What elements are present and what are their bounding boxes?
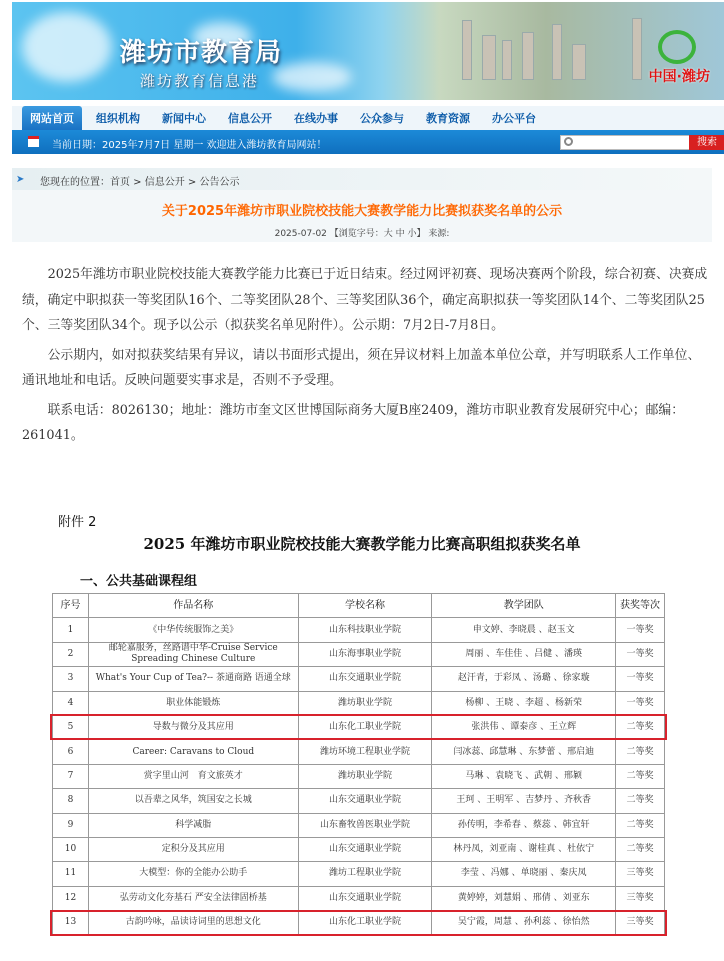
table-cell: 大模型：你的全能办公助手 [88, 862, 298, 886]
table-cell: 申文婷、李晓晨 、赵玉文 [432, 618, 616, 642]
breadcrumb-text[interactable]: 您现在的位置：首页 > 信息公开 > 公告公示 [40, 177, 240, 188]
table-cell: 潍坊工程职业学院 [298, 862, 432, 886]
table-cell: 二等奖 [616, 715, 665, 739]
table-cell: 山东海事职业学院 [298, 642, 432, 666]
table-cell: 5 [53, 715, 89, 739]
award-table [52, 593, 665, 935]
column-header: 学校名称 [298, 594, 432, 618]
search-icon [564, 137, 573, 146]
nav-public-participation[interactable]: 公众参与 [360, 112, 404, 125]
table-row [53, 667, 665, 691]
table-cell: 山东交通职业学院 [298, 886, 432, 910]
highlight-box-row-5 [50, 714, 667, 740]
paragraph: 联系电话：8026130；地址：潍坊市奎文区世博国际商务大厦B座2409，潍坊市职业教育发展研究中心；邮编：261041。 [22, 402, 685, 443]
group-heading: 一、公共基础课程组 [80, 574, 198, 589]
table-cell: 三等奖 [616, 886, 665, 910]
table-cell: 邮轮嘉服务，丝路谱中华-Cruise Service Spreading Chinese Culture [88, 642, 298, 666]
table-cell: 林丹凤，刘亚南 、谢桂真 、杜依宁 [432, 837, 616, 861]
table-cell: 山东交通职业学院 [298, 667, 432, 691]
site-subtitle: 潍坊教育信息港 [140, 72, 260, 90]
paragraph: 2025年潍坊市职业院校技能大赛教学能力比赛已于近日结束。经过网评初赛、现场决赛两个阶段，综合初赛、决赛成绩，确定中职拟获一等奖团队16个、二等奖团队28个、三等奖团队36个，确定高职拟获一等奖团队14个、二等奖团队25个、三等奖团队34个。现予以公示（拟获奖名单见附件）。公示期：7月2日-7月8日。 [22, 267, 708, 333]
table-cell: 2 [53, 642, 89, 666]
nav-online-services[interactable]: 在线办事 [294, 112, 338, 125]
article-meta: 2025-07-02 【浏览字号：大 中 小】 来源: [274, 229, 450, 239]
table-cell: 1 [53, 618, 89, 642]
table-cell: 定积分及其应用 [88, 837, 298, 861]
table-cell: 山东交通职业学院 [298, 789, 432, 813]
table-cell: 三等奖 [616, 911, 665, 935]
table-cell: 弘劳动文化夯基石 严安全法律固桥基 [88, 886, 298, 910]
table-row [53, 789, 665, 813]
table-cell: 二等奖 [616, 764, 665, 788]
column-header: 序号 [53, 594, 89, 618]
city-logo-text: 中国·潍坊 [648, 69, 710, 85]
table-cell: 二等奖 [616, 837, 665, 861]
table-cell: 一等奖 [616, 618, 665, 642]
table-cell: 张洪伟 、谭泰彦 、王立辉 [432, 715, 616, 739]
location-icon: ➤ [16, 174, 25, 185]
table-cell: 8 [53, 789, 89, 813]
table-cell: 潍坊环境工程职业学院 [298, 740, 432, 764]
article-body [22, 262, 712, 449]
table-cell: 一等奖 [616, 691, 665, 715]
table-cell: What's Your Cup of Tea?-- 茶通商路 语通全球 [88, 667, 298, 691]
table-cell: 杨柳 、王晓 、李超 、杨新荣 [432, 691, 616, 715]
table-cell: 二等奖 [616, 740, 665, 764]
table-cell: 马琳 、袁晓飞 、武朝 、邢颖 [432, 764, 616, 788]
site-title: 潍坊市教育局 [120, 38, 283, 68]
table-cell: 黄婷婷，刘慧娟 、邢倩 、刘亚东 [432, 886, 616, 910]
table-cell: 山东化工职业学院 [298, 911, 432, 935]
table-cell: 古韵吟咏，品读诗词里的思想文化 [88, 911, 298, 935]
table-cell: 潍坊职业学院 [298, 691, 432, 715]
search-input[interactable] [560, 135, 690, 150]
column-header: 教学团队 [432, 594, 616, 618]
table-cell: 一等奖 [616, 667, 665, 691]
table-row [53, 837, 665, 861]
table-cell: 赵汗青，于彩凤 、汤璐 、徐家璇 [432, 667, 616, 691]
nav-organization[interactable]: 组织机构 [96, 112, 140, 125]
nav-office-platform[interactable]: 办公平台 [492, 112, 536, 125]
info-bar [12, 130, 724, 154]
table-cell: 科学减脂 [88, 813, 298, 837]
table-row [53, 691, 665, 715]
calendar-icon [28, 136, 39, 147]
table-cell: 10 [53, 837, 89, 861]
site-banner [12, 2, 724, 100]
table-cell: 周丽 、车佳佳 、吕健 、潘瑛 [432, 642, 616, 666]
table-cell: 三等奖 [616, 862, 665, 886]
table-cell: Career: Caravans to Cloud [88, 740, 298, 764]
table-cell: 山东畜牧兽医职业学院 [298, 813, 432, 837]
main-nav [12, 106, 724, 130]
search-button[interactable]: 搜索 [689, 135, 724, 150]
table-row [53, 740, 665, 764]
table-cell: 闫冰蕊、邱慧琳 、东梦蕾 、邢启迪 [432, 740, 616, 764]
table-cell: 职业体能锻炼 [88, 691, 298, 715]
table-cell: 二等奖 [616, 813, 665, 837]
table-cell: 山东交通职业学院 [298, 837, 432, 861]
paragraph: 公示期内，如对拟获奖结果有异议，请以书面形式提出，须在异议材料上加盖本单位公章，并写明联系人工作单位、通讯地址和电话。反映问题要实事求是，否则不予受理。 [22, 347, 701, 388]
table-cell: 山东科技职业学院 [298, 618, 432, 642]
table-row [53, 618, 665, 642]
table-cell: 13 [53, 911, 89, 935]
nav-news[interactable]: 新闻中心 [162, 112, 206, 125]
table-cell: 12 [53, 886, 89, 910]
column-header: 作品名称 [88, 594, 298, 618]
table-cell: 王珂 、王明军 、吉梦丹 、齐秋香 [432, 789, 616, 813]
table-cell: 7 [53, 764, 89, 788]
table-cell: 导数与微分及其应用 [88, 715, 298, 739]
table-cell: 山东化工职业学院 [298, 715, 432, 739]
table-cell: 4 [53, 691, 89, 715]
nav-edu-resources[interactable]: 教育资源 [426, 112, 470, 125]
table-cell: 潍坊职业学院 [298, 764, 432, 788]
table-cell: 6 [53, 740, 89, 764]
table-cell: 赏字里山河 育文旅英才 [88, 764, 298, 788]
table-cell: 9 [53, 813, 89, 837]
nav-home[interactable]: 网站首页 [22, 106, 82, 130]
column-header: 获奖等次 [616, 594, 665, 618]
table-cell: 二等奖 [616, 789, 665, 813]
article-header [12, 190, 712, 242]
table-cell: 一等奖 [616, 642, 665, 666]
table-cell: 以吾辈之风华，筑国安之长城 [88, 789, 298, 813]
table-row [53, 813, 665, 837]
nav-info-disclosure[interactable]: 信息公开 [228, 112, 272, 125]
table-cell: 11 [53, 862, 89, 886]
highlight-box-row-13 [50, 910, 667, 936]
city-logo-icon [658, 30, 696, 64]
table-row [53, 862, 665, 886]
table-row [53, 764, 665, 788]
table-cell: 《中华传统服饰之美》 [88, 618, 298, 642]
annex-label: 附件 2 [58, 515, 97, 530]
table-row [53, 642, 665, 666]
table-cell: 吴宁霞，周慧 、孙利蕊 、徐怡然 [432, 911, 616, 935]
article-title: 关于2025年潍坊市职业院校技能大赛教学能力比赛拟获奖名单的公示 [161, 204, 563, 219]
table-cell: 李莹 、冯娜 、单晓丽 、秦庆凤 [432, 862, 616, 886]
breadcrumb [12, 168, 712, 190]
table-cell: 3 [53, 667, 89, 691]
table-row [53, 886, 665, 910]
table-cell: 孙传明，李希春 、蔡蕊 、韩宜轩 [432, 813, 616, 837]
current-date: 当前日期：2025年7月7日 星期一 欢迎进入潍坊教育局网站！ [52, 140, 327, 151]
annex-title: 2025 年潍坊市职业院校技能大赛教学能力比赛高职组拟获奖名单 [143, 535, 581, 553]
